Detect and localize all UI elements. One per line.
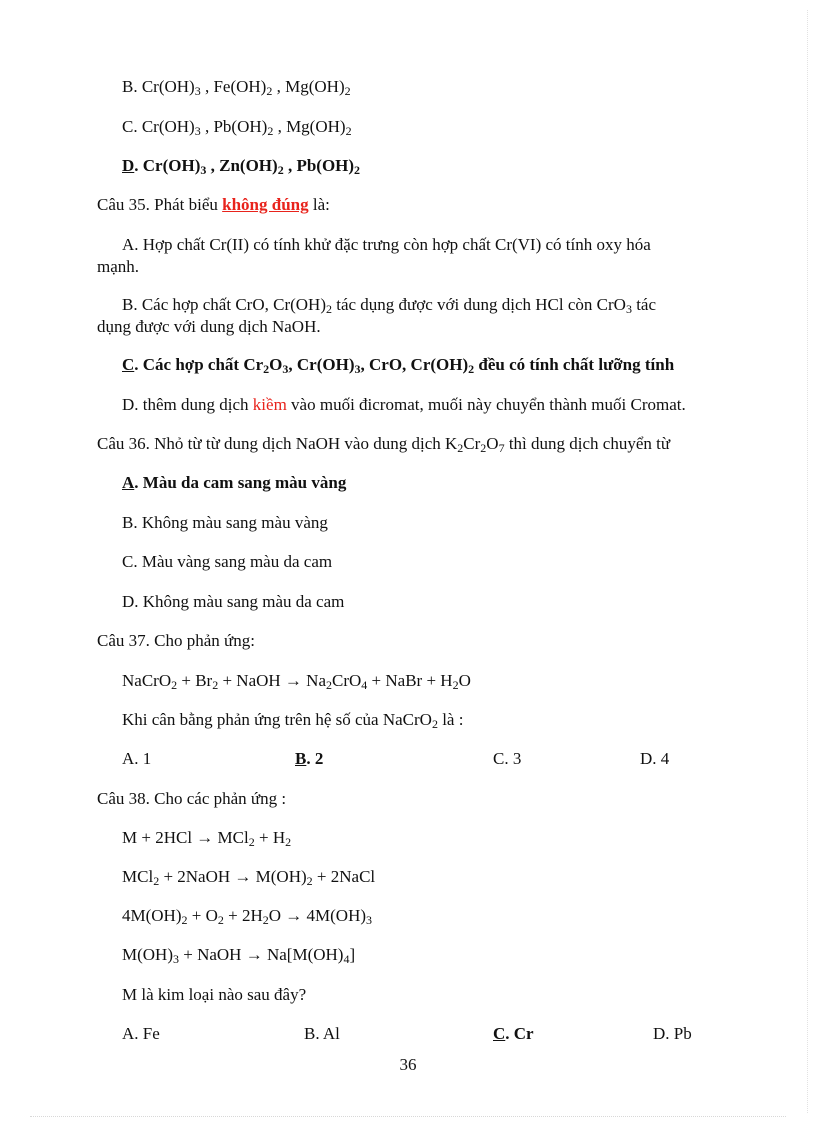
q38-equation-3: $4M(OH)_2 + O_2 + 2H_2O \to 4M(OH)_3$	[122, 906, 373, 927]
q38-option-b: B. Al	[304, 1024, 340, 1043]
q38-equation-4: $M(OH)_3$ + NaOH → $Na[M(OH)_4]$	[122, 945, 356, 966]
q34-option-b: B. $Cr(OH)_3$ , $Fe(OH)_2$ , $Mg(OH)_2$	[122, 77, 351, 98]
q36-option-a-correct: A. Màu da cam sang màu vàng	[122, 473, 347, 492]
page-right-edge	[807, 10, 808, 1113]
q35-option-d: D. thêm dung dịch kiềm vào muối đicromat, muối này chuyển thành muối Cromat.	[122, 395, 686, 414]
q35-option-b-cont: dụng được với dung dịch NaOH.	[97, 317, 321, 336]
q36-stem: Câu 36. Nhỏ từ từ dung dịch NaOH vào dung dịch $K_2Cr_2O_7$ thì dung dịch chuyển từ	[97, 434, 671, 455]
q38-question: M là kim loại nào sau đây?	[122, 985, 307, 1004]
q36-option-c: C. Màu vàng sang màu da cam	[122, 552, 333, 571]
q35-option-a: A. Hợp chất Cr(II) có tính khử đặc trưng còn hợp chất Cr(VI) có tính oxy hóa	[122, 235, 651, 254]
q35-stem: Câu 35. Phát biểu không đúng là:	[97, 195, 330, 214]
q36-option-d: D. Không màu sang màu da cam	[122, 592, 345, 611]
q34-option-c: C. $Cr(OH)_3$ , $Pb(OH)_2$ , $Mg(OH)_2$	[122, 117, 352, 138]
q34-option-d-correct: D. $Cr(OH)_3$ , $Zn(OH)_2$ , $Pb(OH)_2$	[122, 156, 361, 177]
page-number: 36	[399, 1055, 417, 1074]
q38-equation-1: $M + 2HCl \to MCl_2 + H_2$	[122, 828, 292, 849]
q37-stem: Câu 37. Cho phản ứng:	[97, 631, 255, 650]
q37-question: Khi cân bằng phản ứng trên hệ số của NaCrO$_2$ là :	[122, 710, 464, 731]
q35-emphasis: không đúng	[222, 195, 309, 214]
q38-equation-2: MCl$_2$ + 2NaOH → $M(OH)_2$ + 2NaCl	[122, 867, 376, 888]
q35-option-b: B. Các hợp chất CrO, $Cr(OH)_2$ tác dụng được với dung dịch HCl còn CrO$_3$ tác	[122, 295, 657, 316]
q38-stem: Câu 38. Cho các phản ứng :	[97, 789, 287, 808]
q37-option-c: C. 3	[493, 749, 522, 768]
q35-option-a-cont: mạnh.	[97, 257, 140, 276]
q36-option-b: B. Không màu sang màu vàng	[122, 513, 328, 532]
q38-option-d: D. Pb	[653, 1024, 692, 1043]
q38-option-a: A. Fe	[122, 1024, 160, 1043]
q37-option-d: D. 4	[640, 749, 670, 768]
q35-option-c-correct: C. Các hợp chất $Cr_2O_3$, $Cr(OH)_3$, CrO, $Cr(OH)_2$ đều có tính chất lưỡng tính	[122, 355, 675, 376]
q37-equation: NaCrO$_2$ + $Br_2$ + NaOH → $Na_2CrO_4$ + NaBr + $H_2O$	[122, 671, 471, 692]
q35-red-word: kiềm	[252, 395, 287, 414]
q37-option-a: A. 1	[122, 749, 152, 768]
q37-option-b-correct: B. 2	[295, 749, 324, 768]
page-bottom-edge	[30, 1116, 786, 1117]
q38-option-c-correct: C. Cr	[493, 1024, 534, 1043]
